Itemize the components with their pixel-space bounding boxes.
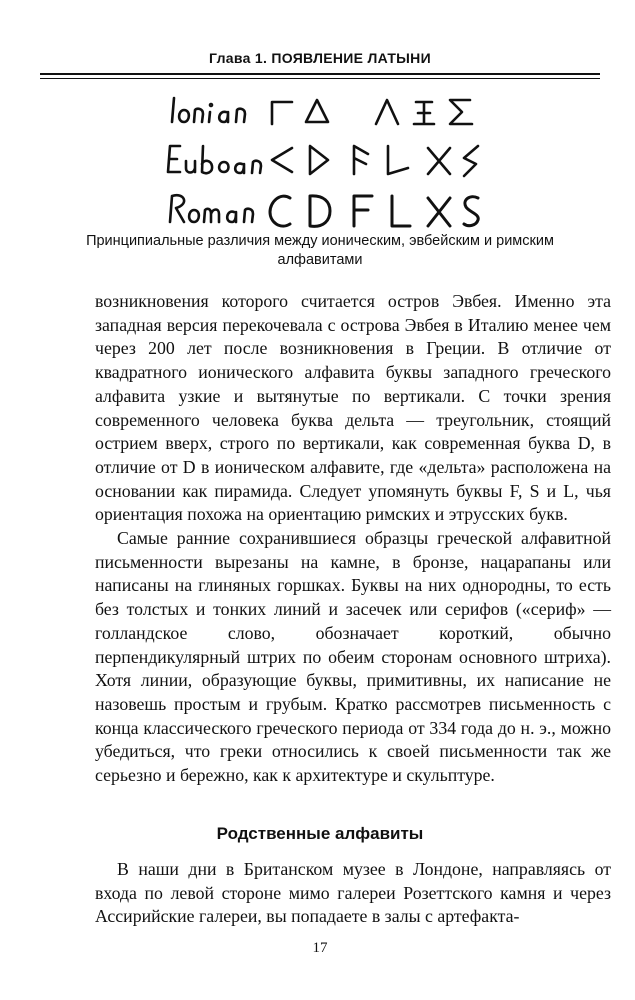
- section-subheading: Родственные алфавиты: [216, 824, 424, 843]
- row-label-ionian: [172, 98, 245, 122]
- alphabet-comparison-drawing: [160, 88, 540, 228]
- header-rule-thick: [40, 73, 600, 75]
- row-label-euboan: [168, 146, 261, 173]
- euboan-letters: [272, 146, 478, 176]
- row-label-roman: [170, 195, 253, 222]
- page-number: 17: [312, 940, 328, 956]
- alphabet-comparison-figure: [160, 88, 540, 228]
- roman-letters: [270, 196, 478, 226]
- paragraph-1: возникновения которого считается остров Эвбея. Именно эта западная версия перекочевала с острова Эвбея в Италию менее чем через 200 лет после возникновения в Греции. В отличие от квадратного ионического алфавита буквы западного греческого алфавита узкие и вытянутые по вертикали. С точки зрения современного человека буква дельта — треугольник, стоящий острием вверх, строго по вертикали, как современная буква D, в отличие от D в ионическом алфавите, где «дельта» расположена на основании как пирамида. Следует упомянуть буквы F, S и L, чья ориентация похожа на ориентацию римских и этрусских букв.: [95, 291, 611, 525]
- header-rule-thin: [40, 78, 600, 79]
- section-text: [95, 858, 611, 929]
- running-head: Глава 1. ПОЯВЛЕНИЕ ЛАТЫНИ: [209, 50, 431, 66]
- paragraph-3: В наши дни в Британском музее в Лондоне, направляясь от входа по левой стороне мимо галереи Розеттского камня и через Ассирийские галереи, вы попадаете в залы с артефакта-: [95, 859, 611, 927]
- main-text: [95, 290, 611, 788]
- ionian-letters: [272, 100, 472, 124]
- figure-caption: Принципиальные различия между ионическим, эвбейским и римским алфавитами: [86, 233, 554, 268]
- paragraph-2: Самые ранние сохранившиеся образцы греческой алфавитной письменности вырезаны на камне, в бронзе, нацарапаны или написаны на глиняных горшках. Буквы на них однородны, то есть без толстых и тонких линий и засечек или серифов («сериф» — голландское слово, обозначает короткий, обычно перпендикулярный штрих по обеим сторонам основного штриха). Хотя линии, образующие буквы, примитивны, их написание не назовешь простым и грубым. Кратко рассмотрев письменность с конца классического греческого периода от 334 года до н. э., можно убедиться, что греки относились к своей письменности так же серьезно и бережно, как к архитектуре и скульптуре.: [95, 528, 611, 786]
